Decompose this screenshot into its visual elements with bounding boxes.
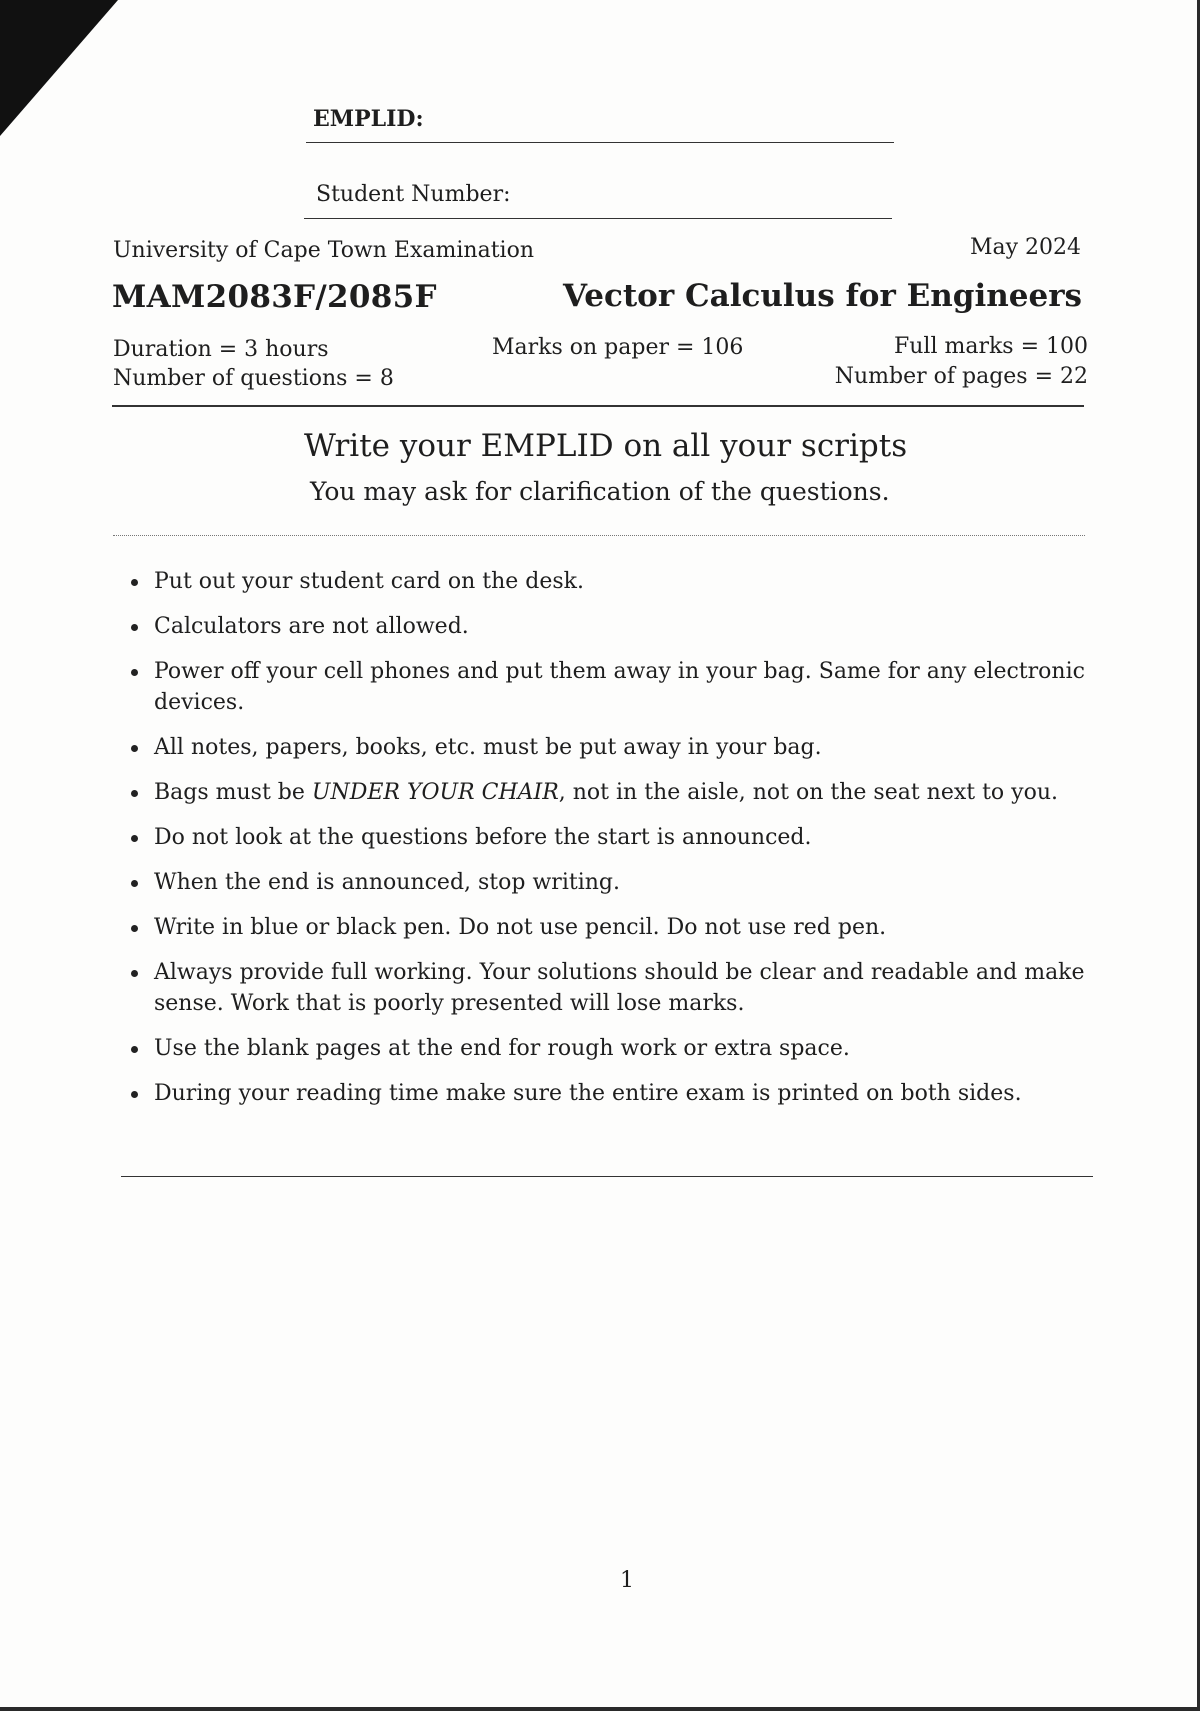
bullet-icon <box>131 1046 138 1053</box>
marks-on-paper: Marks on paper = 106 <box>492 335 744 360</box>
number-of-questions: Number of questions = 8 <box>113 366 394 391</box>
banner-sub: You may ask for clarification of the questions. <box>310 477 890 506</box>
emplid-label: EMPLID: <box>313 106 424 132</box>
instruction-text: During your reading time make sure the entire exam is printed on both sides. <box>154 1081 1022 1106</box>
bullet-icon <box>131 669 138 676</box>
header-divider <box>112 405 1084 407</box>
bullet-icon <box>131 880 138 887</box>
instructions-list <box>128 566 1088 1109</box>
page-number: 1 <box>620 1568 634 1593</box>
instruction-text: Write in blue or black pen. Do not use pencil. Do not use red pen. <box>154 915 887 940</box>
instruction-text: , not in the aisle, not on the seat next to you. <box>558 780 1059 805</box>
instruction-text: When the end is announced, stop writing. <box>154 870 620 895</box>
emplid-line <box>306 142 894 143</box>
instruction-text: Bags must be <box>154 780 312 805</box>
bullet-icon <box>131 790 138 797</box>
instruction-item <box>128 822 1088 853</box>
course-code: MAM2083F/2085F <box>112 279 437 315</box>
full-marks: Full marks = 100 <box>893 334 1088 359</box>
number-of-pages: Number of pages = 22 <box>834 364 1088 389</box>
instruction-item <box>128 777 1088 808</box>
instruction-item <box>128 912 1088 943</box>
scan-edge-bottom <box>0 1707 1200 1711</box>
exam-date: May 2024 <box>969 235 1081 260</box>
bullet-icon <box>131 745 138 752</box>
instruction-item <box>128 656 1088 718</box>
instruction-text: Power off your cell phones and put them away in your bag. Same for any electronic devices. <box>154 659 1085 715</box>
bullet-icon <box>131 925 138 932</box>
instructions-divider <box>121 1176 1093 1177</box>
instruction-item <box>128 611 1088 642</box>
duration: Duration = 3 hours <box>113 337 329 362</box>
scan-corner-shadow <box>0 0 118 136</box>
instruction-item <box>128 1078 1088 1109</box>
instruction-text: Put out your student card on the desk. <box>154 569 584 594</box>
bullet-icon <box>131 624 138 631</box>
instruction-item <box>128 867 1088 898</box>
instruction-text: Calculators are not allowed. <box>154 614 469 639</box>
student-number-line <box>304 218 892 219</box>
instruction-item <box>128 957 1088 1019</box>
bullet-icon <box>131 579 138 586</box>
instruction-emphasis: UNDER YOUR CHAIR <box>311 780 559 805</box>
university-name: University of Cape Town Examination <box>113 238 534 263</box>
instruction-text: Use the blank pages at the end for rough work or extra space. <box>154 1036 850 1061</box>
instruction-item <box>128 732 1088 763</box>
bullet-icon <box>131 835 138 842</box>
instruction-text: Always provide full working. Your solutions should be clear and readable and make sense. Work that is poorly presented will lose marks. <box>154 960 1085 1016</box>
bullet-icon <box>131 1091 138 1098</box>
instruction-text: All notes, papers, books, etc. must be put away in your bag. <box>154 735 822 760</box>
instruction-item <box>128 566 1088 597</box>
banner-main: Write your EMPLID on all your scripts <box>304 428 908 464</box>
course-title: Vector Calculus for Engineers <box>563 278 1082 314</box>
student-number-label: Student Number: <box>316 182 511 207</box>
instruction-item <box>128 1033 1088 1064</box>
banner-divider <box>113 535 1085 536</box>
instruction-text: Do not look at the questions before the start is announced. <box>154 825 812 850</box>
bullet-icon <box>131 970 138 977</box>
